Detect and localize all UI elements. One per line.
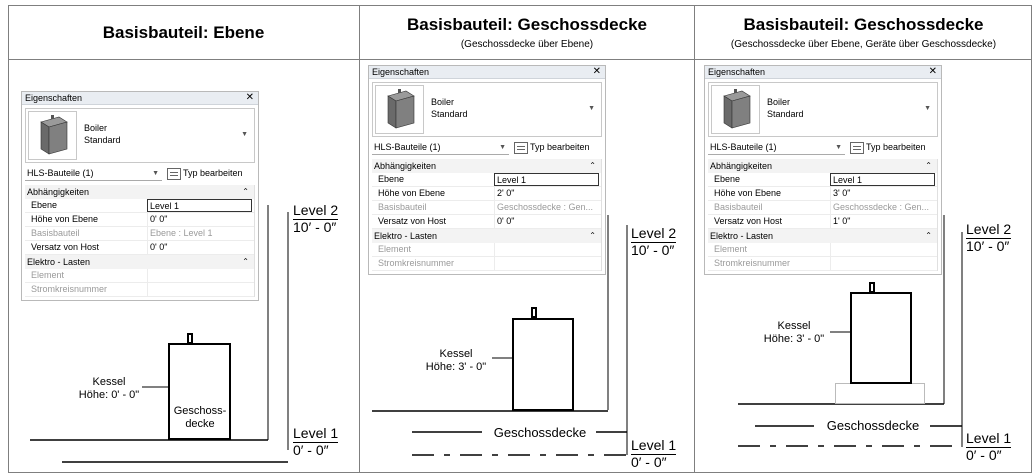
chevron-down-icon[interactable]: ▼	[924, 105, 931, 112]
instance-filter-value: HLS-Bauteile (1)	[710, 142, 777, 152]
level-name: Level 1	[293, 425, 339, 441]
level-elevation: 10′ - 0″	[293, 219, 337, 235]
property-name: Stromkreisnummer	[714, 258, 791, 268]
property-name: Stromkreisnummer	[378, 258, 455, 268]
level-2-label	[631, 226, 676, 258]
floor-plinth	[835, 383, 925, 404]
property-value[interactable]: Level 1	[494, 173, 599, 186]
level-name: Level 1	[631, 437, 677, 453]
column-title: Basisbauteil: Geschossdecke	[743, 15, 984, 34]
property-value[interactable]: 3' 0"	[830, 187, 935, 200]
close-icon[interactable]: ✕	[245, 92, 254, 103]
panel-title: Eigenschaften	[708, 67, 766, 77]
level-name: Level 2	[966, 221, 1012, 237]
property-group-name: Elektro - Lasten	[27, 257, 91, 267]
floor-label	[486, 426, 594, 439]
panel-title: Eigenschaften	[372, 67, 430, 77]
level-2-label	[293, 203, 338, 235]
kessel-height: Höhe: 3' - 0"	[763, 333, 825, 345]
floor-label-text: Geschoss- decke	[173, 405, 227, 430]
kessel-name: Kessel	[439, 348, 473, 360]
property-name: Ebene	[378, 174, 405, 184]
chevron-down-icon[interactable]: ▼	[499, 144, 506, 151]
column-title: Basisbauteil: Geschossdecke	[406, 15, 647, 34]
property-value[interactable]: 0' 0"	[147, 213, 252, 226]
property-value[interactable]: 0' 0"	[494, 215, 599, 228]
kessel-label	[422, 348, 490, 374]
property-value[interactable]: Level 1	[830, 173, 935, 186]
property-name: Element	[31, 270, 65, 280]
property-name: Stromkreisnummer	[31, 284, 108, 294]
kessel-name: Kessel	[92, 376, 126, 388]
family-name: Boiler	[431, 97, 455, 107]
chevron-down-icon[interactable]: ▼	[152, 170, 159, 177]
kessel-height: Höhe: 0' - 0"	[78, 389, 140, 401]
level-1-label	[293, 426, 338, 458]
level-elevation: 0′ - 0″	[293, 442, 329, 458]
property-value[interactable]: Ebene : Level 1	[147, 227, 252, 240]
property-name: Element	[378, 244, 412, 254]
level-name: Level 1	[966, 430, 1012, 446]
kessel-label	[78, 376, 140, 402]
kessel-name: Kessel	[777, 320, 811, 332]
property-group-name: Elektro - Lasten	[374, 231, 438, 241]
family-name: Boiler	[767, 97, 791, 107]
close-icon[interactable]: ✕	[928, 66, 937, 77]
property-name: Versatz von Host	[31, 242, 100, 252]
instance-filter-value: HLS-Bauteile (1)	[27, 168, 94, 178]
property-name: Element	[714, 244, 748, 254]
boiler-pipe	[531, 307, 537, 318]
chevron-down-icon[interactable]: ▼	[588, 105, 595, 112]
chevron-up-icon[interactable]: ⌃	[242, 187, 249, 196]
property-value[interactable]: Level 1	[147, 199, 252, 212]
chevron-up-icon[interactable]: ⌃	[589, 231, 596, 240]
level-2-label	[966, 222, 1011, 254]
property-value[interactable]: Geschossdecke : Gen...	[494, 201, 599, 214]
close-icon[interactable]: ✕	[592, 66, 601, 77]
chevron-up-icon[interactable]: ⌃	[925, 161, 932, 170]
floor-label-text: Geschossdecke	[493, 425, 587, 440]
chevron-up-icon[interactable]: ⌃	[925, 231, 932, 240]
property-name: Ebene	[31, 200, 58, 210]
property-group-name: Abhängigkeiten	[710, 161, 773, 171]
level-elevation: 10′ - 0″	[966, 238, 1010, 254]
edit-type-label: Typ bearbeiten	[530, 142, 590, 152]
chevron-up-icon[interactable]: ⌃	[242, 257, 249, 266]
level-elevation: 0′ - 0″	[966, 447, 1002, 463]
property-value[interactable]: 1' 0"	[830, 215, 935, 228]
chevron-down-icon[interactable]: ▼	[835, 144, 842, 151]
boiler	[512, 318, 574, 411]
boiler	[850, 292, 912, 384]
kessel-label	[760, 320, 828, 346]
property-name: Basisbauteil	[378, 202, 427, 212]
property-name: Höhe von Ebene	[378, 188, 446, 198]
property-group-name: Elektro - Lasten	[710, 231, 774, 241]
chevron-down-icon[interactable]: ▼	[241, 131, 248, 138]
property-value[interactable]: 0' 0"	[147, 241, 252, 254]
instance-filter-value: HLS-Bauteile (1)	[374, 142, 441, 152]
family-name: Boiler	[84, 123, 108, 133]
property-name: Versatz von Host	[378, 216, 447, 226]
column-title: Basisbauteil: Ebene	[102, 23, 265, 42]
property-name: Basisbauteil	[31, 228, 80, 238]
level-elevation: 10′ - 0″	[631, 242, 675, 258]
level-elevation: 0′ - 0″	[631, 454, 667, 470]
column-subtitle: (Geschossdecke über Ebene, Geräte über Geschossdecke)	[730, 39, 997, 50]
property-group-name: Abhängigkeiten	[374, 161, 437, 171]
level-name: Level 2	[293, 202, 339, 218]
type-value: Standard	[431, 109, 468, 119]
edit-type-label: Typ bearbeiten	[866, 142, 926, 152]
type-value: Standard	[767, 109, 804, 119]
level-1-label	[966, 431, 1011, 463]
floor-label	[170, 405, 230, 431]
property-name: Versatz von Host	[714, 216, 783, 226]
level-name: Level 2	[631, 225, 677, 241]
property-value[interactable]: 2' 0"	[494, 187, 599, 200]
property-name: Ebene	[714, 174, 741, 184]
edit-type-label: Typ bearbeiten	[183, 168, 243, 178]
property-name: Höhe von Ebene	[714, 188, 782, 198]
property-name: Basisbauteil	[714, 202, 763, 212]
floor-label	[818, 419, 928, 432]
column-subtitle: (Geschossdecke über Ebene)	[460, 39, 594, 50]
kessel-height: Höhe: 3' - 0"	[425, 361, 487, 373]
floor-label-text: Geschossdecke	[826, 418, 920, 433]
level-1-label	[631, 438, 676, 470]
property-group-name: Abhängigkeiten	[27, 187, 90, 197]
panel-title: Eigenschaften	[25, 93, 83, 103]
chevron-up-icon[interactable]: ⌃	[589, 161, 596, 170]
type-value: Standard	[84, 135, 121, 145]
property-value[interactable]: Geschossdecke : Gen...	[830, 201, 935, 214]
property-name: Höhe von Ebene	[31, 214, 99, 224]
